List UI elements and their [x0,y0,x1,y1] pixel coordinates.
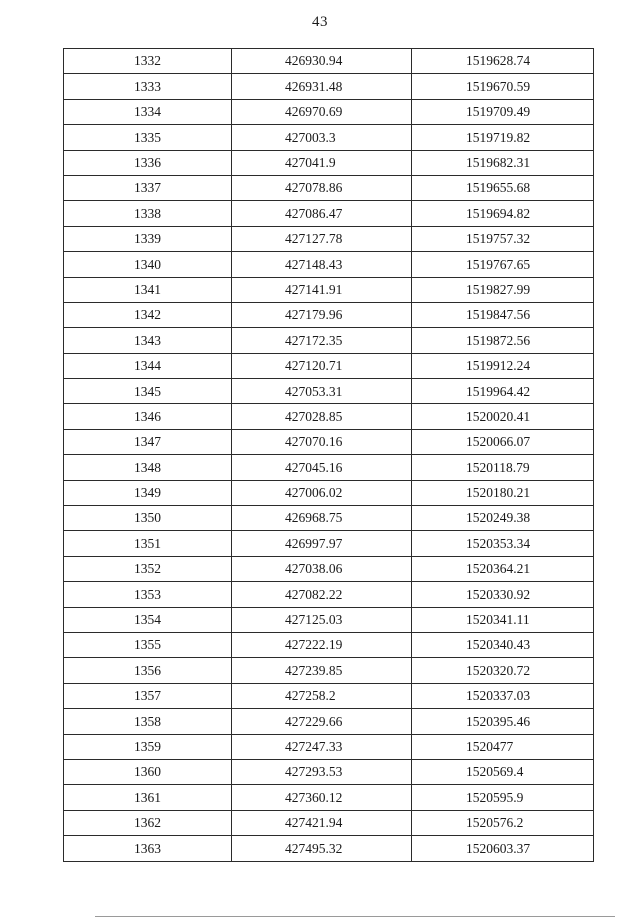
table-row [64,759,594,784]
point-number-cell: 1342 [64,302,232,327]
y-coordinate-cell: 1520395.46 [412,709,594,734]
scan-edge-line [95,916,615,917]
x-coordinate-cell: 427222.19 [232,632,412,657]
point-number-cell: 1348 [64,455,232,480]
x-coordinate-cell: 427003.3 [232,125,412,150]
x-coordinate-cell: 427179.96 [232,302,412,327]
point-number-cell: 1362 [64,810,232,835]
y-coordinate-cell: 1519872.56 [412,328,594,353]
y-coordinate-cell: 1519670.59 [412,74,594,99]
point-number-cell: 1333 [64,74,232,99]
x-coordinate-cell: 427148.43 [232,252,412,277]
point-number-cell: 1344 [64,353,232,378]
table-row [64,175,594,200]
table-row [64,74,594,99]
y-coordinate-cell: 1520337.03 [412,683,594,708]
y-coordinate-cell: 1519847.56 [412,302,594,327]
point-number-cell: 1356 [64,658,232,683]
table-row [64,429,594,454]
table-row [64,582,594,607]
table-row [64,632,594,657]
y-coordinate-cell: 1520066.07 [412,429,594,454]
y-coordinate-cell: 1519757.32 [412,226,594,251]
y-coordinate-cell: 1520353.34 [412,531,594,556]
table-row [64,683,594,708]
point-number-cell: 1350 [64,506,232,531]
x-coordinate-cell: 426970.69 [232,99,412,124]
y-coordinate-cell: 1520249.38 [412,506,594,531]
coordinates-table-body [64,49,594,862]
point-number-cell: 1346 [64,404,232,429]
table-row [64,404,594,429]
x-coordinate-cell: 427239.85 [232,658,412,683]
y-coordinate-cell: 1519709.49 [412,99,594,124]
x-coordinate-cell: 427172.35 [232,328,412,353]
x-coordinate-cell: 426997.97 [232,531,412,556]
point-number-cell: 1358 [64,709,232,734]
y-coordinate-cell: 1520341.11 [412,607,594,632]
y-coordinate-cell: 1519827.99 [412,277,594,302]
x-coordinate-cell: 427293.53 [232,759,412,784]
table-row [64,531,594,556]
x-coordinate-cell: 427078.86 [232,175,412,200]
table-row [64,379,594,404]
point-number-cell: 1332 [64,49,232,74]
y-coordinate-cell: 1519682.31 [412,150,594,175]
x-coordinate-cell: 427360.12 [232,785,412,810]
table-row [64,99,594,124]
table-row [64,302,594,327]
table-row [64,506,594,531]
point-number-cell: 1336 [64,150,232,175]
y-coordinate-cell: 1520576.2 [412,810,594,835]
x-coordinate-cell: 427028.85 [232,404,412,429]
table-row [64,150,594,175]
y-coordinate-cell: 1520118.79 [412,455,594,480]
y-coordinate-cell: 1519628.74 [412,49,594,74]
table-row [64,455,594,480]
y-coordinate-cell: 1519767.65 [412,252,594,277]
point-number-cell: 1339 [64,226,232,251]
x-coordinate-cell: 427247.33 [232,734,412,759]
coordinates-table [63,48,594,862]
x-coordinate-cell: 427127.78 [232,226,412,251]
x-coordinate-cell: 427141.91 [232,277,412,302]
point-number-cell: 1337 [64,175,232,200]
y-coordinate-cell: 1520569.4 [412,759,594,784]
x-coordinate-cell: 427053.31 [232,379,412,404]
point-number-cell: 1341 [64,277,232,302]
point-number-cell: 1357 [64,683,232,708]
table-row [64,836,594,861]
x-coordinate-cell: 427229.66 [232,709,412,734]
point-number-cell: 1343 [64,328,232,353]
point-number-cell: 1345 [64,379,232,404]
table-row [64,556,594,581]
table-row [64,810,594,835]
y-coordinate-cell: 1519694.82 [412,201,594,226]
y-coordinate-cell: 1519655.68 [412,175,594,200]
x-coordinate-cell: 427421.94 [232,810,412,835]
x-coordinate-cell: 427070.16 [232,429,412,454]
x-coordinate-cell: 427120.71 [232,353,412,378]
x-coordinate-cell: 427082.22 [232,582,412,607]
y-coordinate-cell: 1520603.37 [412,836,594,861]
table-row [64,658,594,683]
x-coordinate-cell: 427086.47 [232,201,412,226]
table-row [64,328,594,353]
x-coordinate-cell: 426968.75 [232,506,412,531]
y-coordinate-cell: 1520340.43 [412,632,594,657]
point-number-cell: 1361 [64,785,232,810]
y-coordinate-cell: 1520477 [412,734,594,759]
table-row [64,125,594,150]
x-coordinate-cell: 427006.02 [232,480,412,505]
y-coordinate-cell: 1519912.24 [412,353,594,378]
point-number-cell: 1352 [64,556,232,581]
x-coordinate-cell: 427045.16 [232,455,412,480]
point-number-cell: 1349 [64,480,232,505]
table-row [64,252,594,277]
table-row [64,785,594,810]
point-number-cell: 1334 [64,99,232,124]
table-row [64,277,594,302]
point-number-cell: 1347 [64,429,232,454]
x-coordinate-cell: 426930.94 [232,49,412,74]
table-row [64,201,594,226]
y-coordinate-cell: 1520595.9 [412,785,594,810]
table-row [64,709,594,734]
x-coordinate-cell: 427258.2 [232,683,412,708]
y-coordinate-cell: 1520020.41 [412,404,594,429]
point-number-cell: 1354 [64,607,232,632]
y-coordinate-cell: 1520320.72 [412,658,594,683]
x-coordinate-cell: 427038.06 [232,556,412,581]
x-coordinate-cell: 427041.9 [232,150,412,175]
y-coordinate-cell: 1520330.92 [412,582,594,607]
table-row [64,607,594,632]
x-coordinate-cell: 426931.48 [232,74,412,99]
table-row [64,353,594,378]
y-coordinate-cell: 1520180.21 [412,480,594,505]
table-row [64,480,594,505]
point-number-cell: 1338 [64,201,232,226]
table-row [64,226,594,251]
point-number-cell: 1335 [64,125,232,150]
point-number-cell: 1353 [64,582,232,607]
page-number: 43 [312,14,328,30]
point-number-cell: 1359 [64,734,232,759]
x-coordinate-cell: 427495.32 [232,836,412,861]
point-number-cell: 1351 [64,531,232,556]
point-number-cell: 1340 [64,252,232,277]
table-row [64,49,594,74]
point-number-cell: 1355 [64,632,232,657]
table-row [64,734,594,759]
y-coordinate-cell: 1519964.42 [412,379,594,404]
x-coordinate-cell: 427125.03 [232,607,412,632]
point-number-cell: 1360 [64,759,232,784]
y-coordinate-cell: 1519719.82 [412,125,594,150]
point-number-cell: 1363 [64,836,232,861]
y-coordinate-cell: 1520364.21 [412,556,594,581]
